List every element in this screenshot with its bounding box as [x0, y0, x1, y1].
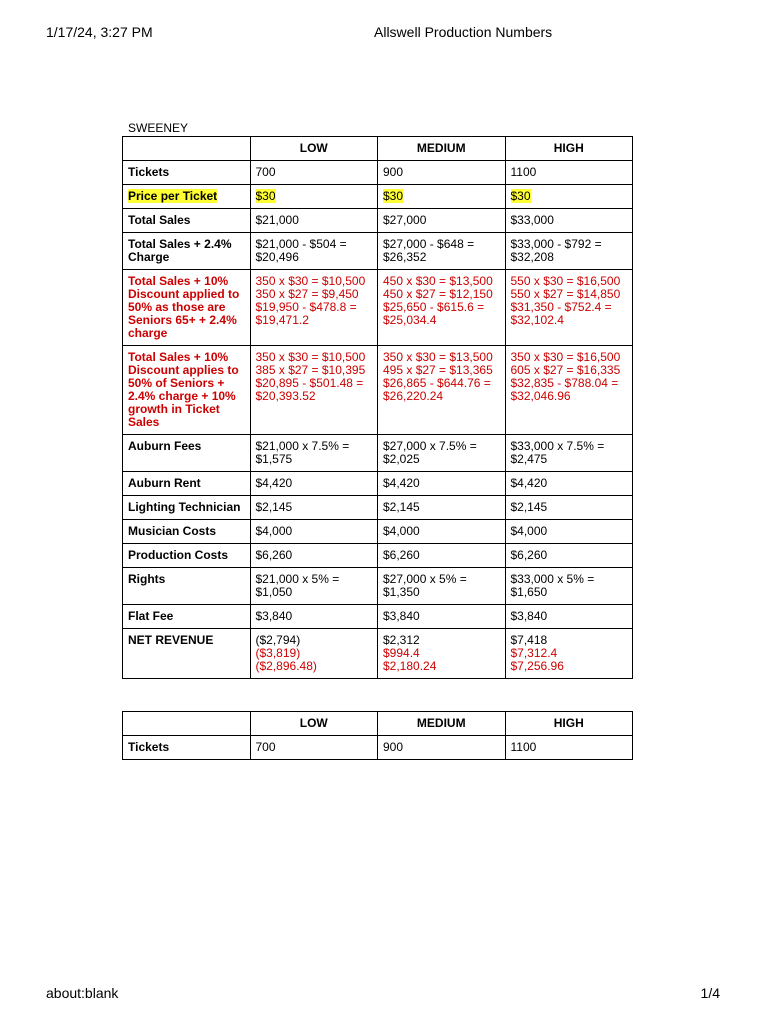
cell-line: 550 x $27 = $14,850	[510, 287, 621, 301]
cell-line: 385 x $27 = $10,395	[255, 363, 366, 377]
row-label: Flat Fee	[123, 605, 251, 629]
cell-line: $32,835 - $788.04 =	[510, 376, 619, 390]
table-row-auburn-fees	[123, 435, 633, 472]
cell-medium	[378, 270, 506, 346]
cell-line-alt: $994.4	[383, 646, 420, 660]
cell-low: $2,145	[250, 496, 378, 520]
table-row-price	[123, 185, 633, 209]
cell-high: 1100	[505, 736, 633, 760]
table-row-musician	[123, 520, 633, 544]
cell-line: $20,393.52	[255, 389, 316, 403]
cell-line: $2,025	[383, 452, 420, 466]
cell-line-alt: ($3,819)	[255, 646, 301, 660]
cell-medium: 900	[378, 161, 506, 185]
cell-line: $31,350 - $752.4 =	[510, 300, 612, 314]
cell-medium	[378, 568, 506, 605]
cell-line: $2,475	[510, 452, 548, 466]
table-header-row	[123, 712, 633, 736]
header-medium: MEDIUM	[378, 137, 506, 161]
cell-line: 495 x $27 = $13,365	[383, 363, 493, 377]
cell-line: $27,000 x 7.5% =	[383, 439, 477, 453]
cell-high	[505, 435, 633, 472]
page-number: 1/4	[700, 985, 720, 1001]
highlighted-value: $30	[510, 189, 531, 203]
cell-high: 1100	[505, 161, 633, 185]
cell-low	[250, 568, 378, 605]
cell-line: 450 x $27 = $12,150	[383, 287, 493, 301]
cell-line: $32,046.96	[510, 389, 571, 403]
row-label: Production Costs	[123, 544, 251, 568]
cell-line: $19,471.2	[255, 313, 309, 327]
header-low: LOW	[250, 137, 378, 161]
table-row-tickets	[123, 161, 633, 185]
header-low: LOW	[250, 712, 378, 736]
cell-line: $27,000 x 5% =	[383, 572, 467, 586]
cell-high: $2,145	[505, 496, 633, 520]
table-row-net-revenue	[123, 629, 633, 679]
cell-line: $26,865 - $644.76 =	[383, 376, 491, 390]
row-label: Total Sales	[123, 209, 251, 233]
table-row-total-sales	[123, 209, 633, 233]
header-high: HIGH	[505, 712, 633, 736]
highlighted-value: $30	[383, 189, 404, 203]
cell-low	[250, 233, 378, 270]
table-row-tickets	[123, 736, 633, 760]
cell-medium: 900	[378, 736, 506, 760]
cell-high	[505, 346, 633, 435]
cell-low	[250, 629, 378, 679]
cell-line: 450 x $30 = $13,500	[383, 274, 493, 288]
table-row-total-sales-charge	[123, 233, 633, 270]
cell-line: ($2,794)	[255, 633, 301, 647]
cell-medium	[378, 185, 506, 209]
cell-line: $1,575	[255, 452, 293, 466]
cell-line: $21,000 x 7.5% =	[255, 439, 350, 453]
cell-line: $32,102.4	[510, 313, 564, 327]
table-row-discount-growth	[123, 346, 633, 435]
cell-line: $33,000 x 5% =	[510, 572, 595, 586]
header-empty	[123, 137, 251, 161]
cell-medium: $2,145	[378, 496, 506, 520]
cell-line: $32,208	[510, 250, 554, 264]
row-label: Auburn Rent	[123, 472, 251, 496]
cell-line: 350 x $30 = $10,500	[255, 350, 366, 364]
table-row-rights	[123, 568, 633, 605]
cell-line: $21,000 x 5% =	[255, 572, 340, 586]
header-high: HIGH	[505, 137, 633, 161]
highlighted-value: $30	[255, 189, 276, 203]
cell-line: 350 x $30 = $10,500	[255, 274, 366, 288]
row-label: NET REVENUE	[123, 629, 251, 679]
cell-line: 350 x $27 = $9,450	[255, 287, 359, 301]
cell-low	[250, 270, 378, 346]
row-label: Total Sales + 2.4% Charge	[123, 233, 251, 270]
cell-low: $3,840	[250, 605, 378, 629]
cell-line: 350 x $30 = $16,500	[510, 350, 621, 364]
row-label: Rights	[123, 568, 251, 605]
cell-line: $33,000 - $792 =	[510, 237, 602, 251]
cell-line-alt: $2,180.24	[383, 659, 437, 673]
cell-medium	[378, 435, 506, 472]
cell-high	[505, 629, 633, 679]
cell-medium: $4,420	[378, 472, 506, 496]
cell-line: $1,050	[255, 585, 293, 599]
cell-line: $19,950 - $478.8 =	[255, 300, 357, 314]
cell-line-alt: ($2,896.48)	[255, 659, 317, 673]
row-label: Total Sales + 10% Discount applies to 50% of Seniors + 2.4% charge + 10% growth in Ticket Sales	[123, 346, 251, 435]
cell-low: $6,260	[250, 544, 378, 568]
cell-line: $7,418	[510, 633, 548, 647]
cell-line: $1,350	[383, 585, 420, 599]
cell-line: 550 x $30 = $16,500	[510, 274, 621, 288]
footer-url: about:blank	[46, 985, 119, 1001]
row-label: Tickets	[123, 161, 251, 185]
header-medium: MEDIUM	[378, 712, 506, 736]
cell-high	[505, 233, 633, 270]
cell-low: $4,420	[250, 472, 378, 496]
highlighted-label: Price per Ticket	[128, 189, 218, 203]
row-label: Total Sales + 10% Discount applied to 50% as those are Seniors 65+ + 2.4% charge	[123, 270, 251, 346]
cell-high: $3,840	[505, 605, 633, 629]
cell-line: $27,000 - $648 =	[383, 237, 475, 251]
cell-medium	[378, 233, 506, 270]
cell-line: $20,496	[255, 250, 299, 264]
cell-medium: $3,840	[378, 605, 506, 629]
cell-low	[250, 185, 378, 209]
cell-low	[250, 435, 378, 472]
table-row-lighting	[123, 496, 633, 520]
row-label: Tickets	[123, 736, 251, 760]
table-row-flat-fee	[123, 605, 633, 629]
cell-high	[505, 270, 633, 346]
cell-line: $26,352	[383, 250, 427, 264]
row-label: Lighting Technician	[123, 496, 251, 520]
header-empty	[123, 712, 251, 736]
cell-line: $20,895 - $501.48 =	[255, 376, 364, 390]
cell-high	[505, 185, 633, 209]
cell-line: $2,312	[383, 633, 420, 647]
cell-medium: $4,000	[378, 520, 506, 544]
cell-line: 605 x $27 = $16,335	[510, 363, 621, 377]
document-title: Allswell Production Numbers	[374, 24, 553, 40]
row-label: Auburn Fees	[123, 435, 251, 472]
cell-high: $4,000	[505, 520, 633, 544]
cell-line: 350 x $30 = $13,500	[383, 350, 493, 364]
cell-low: 700	[250, 736, 378, 760]
cell-medium: $6,260	[378, 544, 506, 568]
cell-line-alt: $7,256.96	[510, 659, 564, 673]
cell-low: $21,000	[250, 209, 378, 233]
table-row-production	[123, 544, 633, 568]
production-numbers-table	[122, 136, 633, 679]
cell-line: $1,650	[510, 585, 548, 599]
cell-medium: $27,000	[378, 209, 506, 233]
cell-high	[505, 568, 633, 605]
cell-high: $6,260	[505, 544, 633, 568]
cell-line: $25,650 - $615.6 =	[383, 300, 485, 314]
cell-high: $4,420	[505, 472, 633, 496]
cell-medium	[378, 629, 506, 679]
cell-line: $33,000 x 7.5% =	[510, 439, 605, 453]
tickets-table	[122, 711, 633, 760]
print-datetime: 1/17/24, 3:27 PM	[46, 24, 153, 40]
row-label: Musician Costs	[123, 520, 251, 544]
table-row-auburn-rent	[123, 472, 633, 496]
cell-low: $4,000	[250, 520, 378, 544]
table-row-discount-seniors	[123, 270, 633, 346]
cell-line: $21,000 - $504 =	[255, 237, 347, 251]
table-header-row	[123, 137, 633, 161]
section-label: SWEENEY	[128, 121, 189, 135]
cell-line: $26,220.24	[383, 389, 444, 403]
cell-line-alt: $7,312.4	[510, 646, 558, 660]
cell-high: $33,000	[505, 209, 633, 233]
cell-low	[250, 346, 378, 435]
cell-medium	[378, 346, 506, 435]
cell-low: 700	[250, 161, 378, 185]
cell-line: $25,034.4	[383, 313, 437, 327]
row-label	[123, 185, 251, 209]
